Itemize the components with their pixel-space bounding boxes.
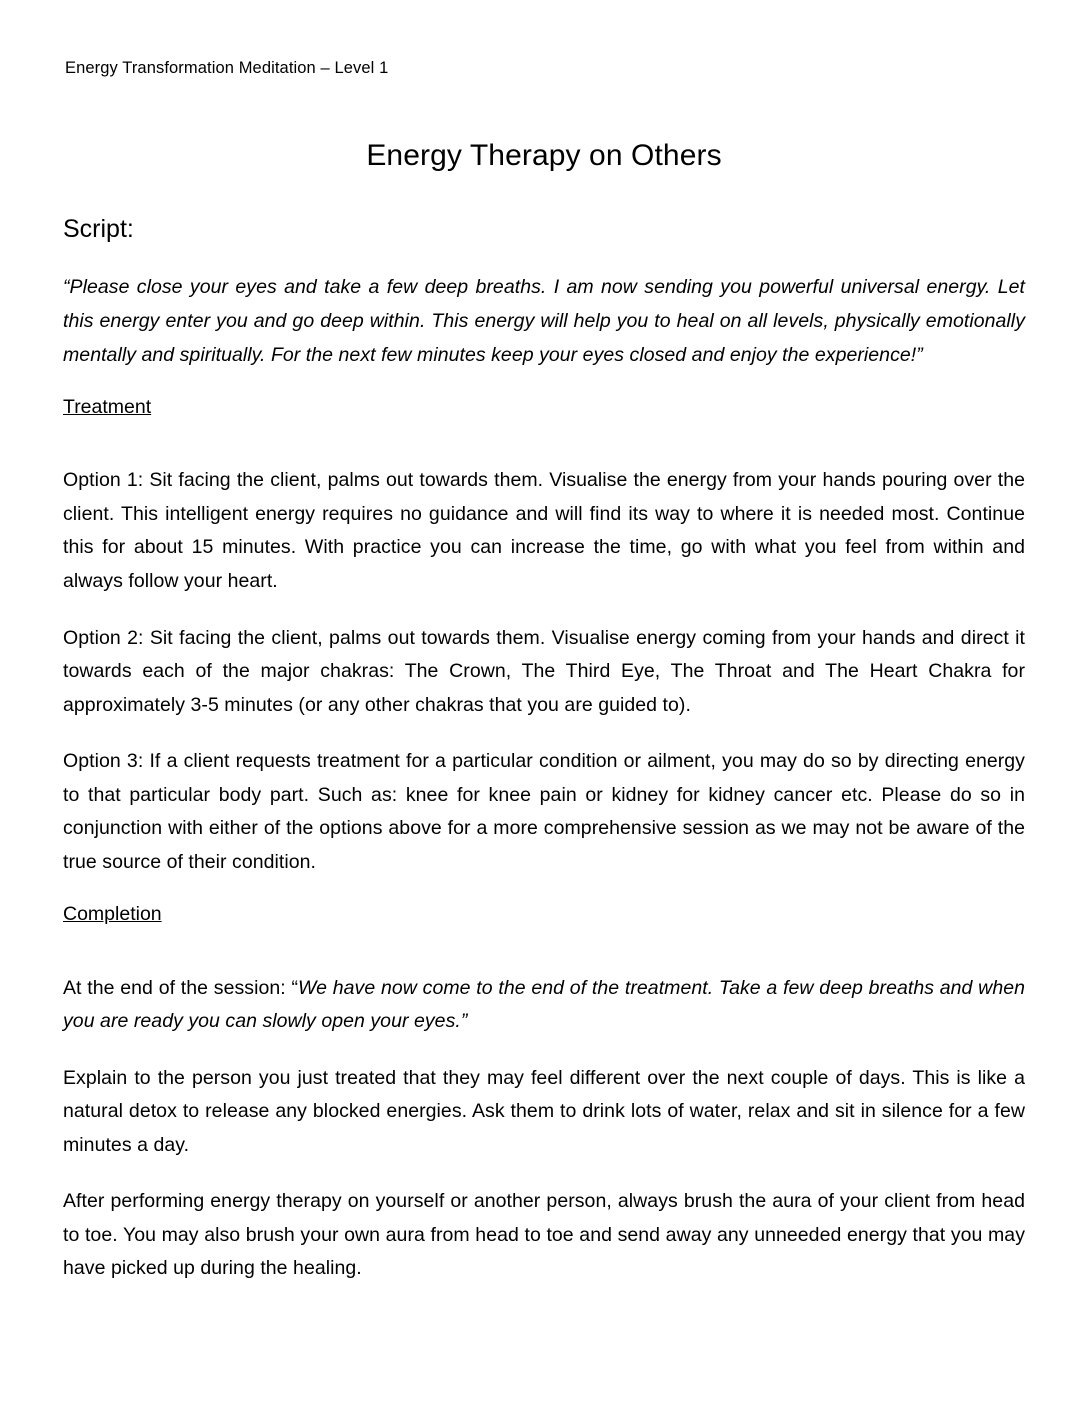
treatment-heading: Treatment [63,396,152,419]
option-2-paragraph: Option 2: Sit facing the client, palms out towards them. Visualise energy coming from your hands and direct it towards each of the major chakras: The Crown, The Third Eye, The Throat and The Heart Chakra for approximately 3-5 minutes (or any other chakras that you are guided to). [63,626,1025,716]
script-quote-paragraph: “Please close your eyes and take a few deep breaths. I am now sending you powerful universal energy. Let this energy enter you and go deep within. This energy will help you to heal on all levels, physically emotionally mentally and spiritually. For the next few minutes keep your eyes closed and enjoy the experience!” [63,276,1025,366]
aura-paragraph: After performing energy therapy on yourself or another person, always brush the aura of your client from head to toe. You may also brush your own aura from head to toe and send away any unneeded energy that you may have picked up during the healing. [63,1190,1025,1280]
option-1-paragraph: Option 1: Sit facing the client, palms out towards them. Visualise the energy from your hands pouring over the client. This intelligent energy requires no guidance and will find its way to where it is needed most. Continue this for about 15 minutes. With practice you can increase the time, go with what you feel from within and always follow your heart. [63,469,1025,592]
completion-quote-text: We have now come to the end of the treatment. Take a few deep breaths and when you are ready you can slowly open your eyes.” [63,976,1025,1033]
page-title: Energy Therapy on Others [366,139,722,173]
page-header: Energy Transformation Meditation – Level 1 [65,59,389,77]
option-3-paragraph: Option 3: If a client requests treatment for a particular condition or ailment, you may do so by directing energy to that particular body part. Such as: knee for knee pain or kidney for kidney cancer etc. Please do so in conjunction with either of the options above for a more comprehensive session as we may not be aware of the true source of their condition. [63,750,1025,873]
completion-heading: Completion [63,903,162,926]
completion-paragraph [63,972,1025,1039]
completion-intro-text: At the end of the session: “ [63,976,299,999]
script-heading: Script: [63,214,134,243]
completion-heading-wrap [63,902,1025,949]
treatment-heading-wrap [63,395,1025,442]
detox-paragraph: Explain to the person you just treated that they may feel different over the next couple of days. This is like a natural detox to release any blocked energies. Ask them to drink lots of water, relax and sit in silence for a few minutes a day. [63,1066,1025,1156]
